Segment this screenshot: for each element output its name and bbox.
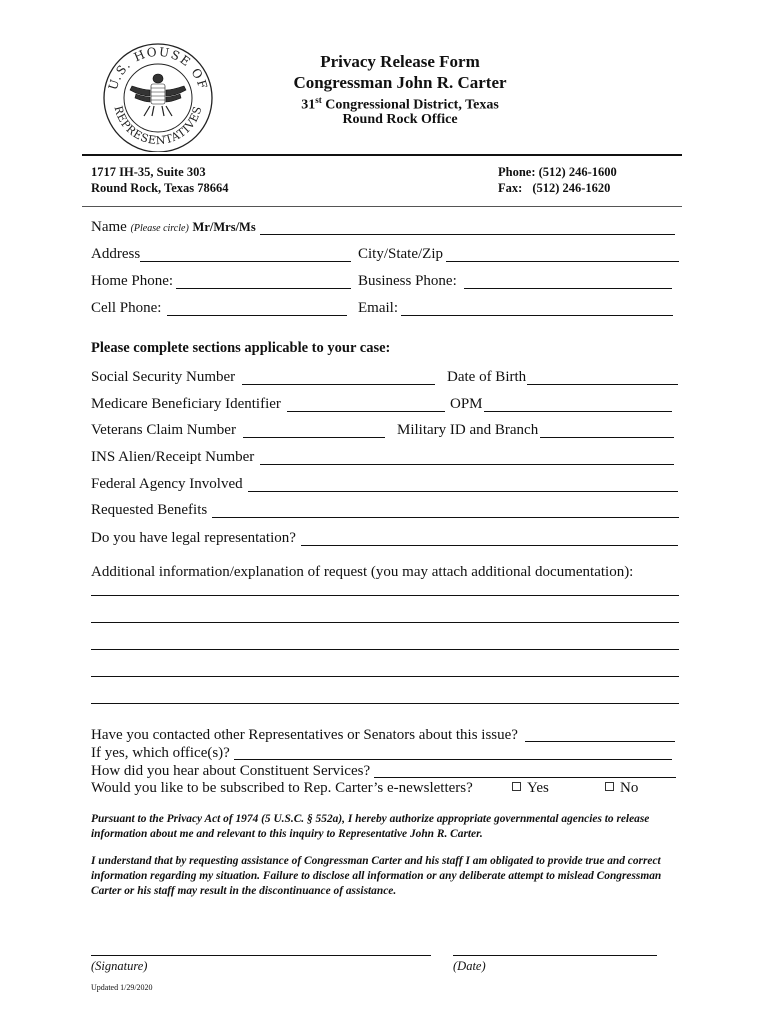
office-phone: Phone: (512) 246-1600: [498, 165, 617, 179]
header-divider: [82, 154, 682, 156]
obligation-statement: I understand that by requesting assistance of Congressman Carter and his staff I am obligated to provide true and correct information regarding my situation. Failure to disclose all information or any deliberate attempt to mislead Congressman Carter or his staff may result in the discontinuance of assistance.: [91, 855, 662, 897]
military-id-field[interactable]: [540, 437, 674, 438]
legal-representation-label: Do you have legal representation?: [91, 530, 296, 546]
how-heard-label: How did you hear about Constituent Services?: [91, 763, 371, 779]
name-hint: (Please circle): [130, 223, 189, 234]
congressman-name: Congressman John R. Carter: [293, 73, 507, 92]
dob-field[interactable]: [527, 384, 678, 385]
additional-info-line-5[interactable]: [91, 703, 679, 704]
form-title: Privacy Release Form: [320, 52, 480, 71]
business-phone-field[interactable]: [464, 288, 672, 289]
home-phone-field[interactable]: [176, 288, 351, 289]
yes-label: Yes: [527, 780, 549, 796]
ins-field[interactable]: [260, 464, 674, 465]
name-field[interactable]: [260, 234, 675, 235]
medicare-label: Medicare Beneficiary Identifier: [91, 396, 281, 412]
seal-text-bottom: REPRESENTATIVES: [111, 104, 205, 148]
signature-label: (Signature): [91, 959, 148, 973]
military-id-label: Military ID and Branch: [397, 422, 539, 438]
how-heard-field[interactable]: [374, 777, 676, 778]
ssn-field[interactable]: [242, 384, 435, 385]
no-checkbox[interactable]: [605, 782, 614, 791]
address-field[interactable]: [140, 261, 351, 262]
privacy-act-statement: Pursuant to the Privacy Act of 1974 (5 U.S.C. § 552a), I hereby authorize appropriate governmental agencies to release information about me and relevant to this inquiry to Representative John R. Carter.: [91, 813, 650, 840]
home-phone-label: Home Phone:: [91, 273, 174, 289]
case-heading: Please complete sections applicable to your case:: [91, 340, 391, 356]
fax-label: Fax:: [498, 181, 523, 195]
subscribe-label: Would you like to be subscribed to Rep. Carter’s e-newsletters?: [91, 780, 473, 796]
office-name: Round Rock Office: [342, 112, 458, 127]
cell-phone-label: Cell Phone:: [91, 300, 162, 316]
business-phone-label: Business Phone:: [358, 273, 457, 289]
address-label: Address: [91, 246, 141, 262]
contacted-others-field[interactable]: [525, 741, 675, 742]
date-label: (Date): [453, 959, 486, 973]
which-office-field[interactable]: [234, 759, 672, 760]
additional-info-line-2[interactable]: [91, 622, 679, 623]
citystatezip-label: City/State/Zip: [358, 246, 443, 262]
opm-label: OPM: [450, 396, 483, 412]
date-field[interactable]: [453, 955, 657, 956]
additional-info-label: Additional information/explanation of request (you may attach additional documentation):: [91, 564, 634, 580]
district-text: Congressional District, Texas: [321, 97, 499, 113]
name-label: [91, 219, 256, 236]
house-seal-graphic: [100, 40, 216, 152]
veterans-claim-label: Veterans Claim Number: [91, 422, 236, 438]
opm-field[interactable]: [484, 411, 672, 412]
signature-field[interactable]: [91, 955, 431, 956]
office-address-line1: 1717 IH-35, Suite 303: [91, 165, 206, 179]
ins-label: INS Alien/Receipt Number: [91, 449, 255, 465]
legal-representation-field[interactable]: [301, 545, 678, 546]
additional-info-line-3[interactable]: [91, 649, 679, 650]
updated-date: Updated 1/29/2020: [91, 983, 153, 992]
ssn-label: Social Security Number: [91, 369, 236, 385]
federal-agency-label: Federal Agency Involved: [91, 476, 243, 492]
which-office-label: If yes, which office(s)?: [91, 745, 230, 761]
address-divider: [82, 206, 682, 207]
dob-label: Date of Birth: [447, 369, 527, 385]
email-field[interactable]: [401, 315, 673, 316]
federal-agency-field[interactable]: [248, 491, 678, 492]
office-fax: [498, 181, 610, 196]
subscribe-no-option[interactable]: [605, 780, 638, 797]
additional-info-line-4[interactable]: [91, 676, 679, 677]
fax-number: (512) 246-1620: [532, 181, 611, 195]
seal-text-top: U.S. HOUSE OF: [105, 44, 211, 92]
additional-info-line-1[interactable]: [91, 595, 679, 596]
requested-benefits-field[interactable]: [212, 517, 679, 518]
citystatezip-field[interactable]: [446, 261, 679, 262]
name-title-options[interactable]: Mr/Mrs/Ms: [192, 220, 256, 234]
name-label-text: Name: [91, 219, 127, 235]
office-address-line2: Round Rock, Texas 78664: [91, 181, 229, 195]
house-seal: [100, 40, 216, 152]
yes-checkbox[interactable]: [512, 782, 521, 791]
medicare-field[interactable]: [287, 411, 445, 412]
subscribe-yes-option[interactable]: [512, 780, 549, 797]
district-line: [250, 95, 550, 114]
no-label: No: [620, 780, 639, 796]
veterans-claim-field[interactable]: [243, 437, 385, 438]
district-number: 31: [301, 97, 316, 113]
district-suffix: st: [315, 95, 322, 105]
contacted-others-label: Have you contacted other Representatives or Senators about this issue?: [91, 727, 518, 743]
cell-phone-field[interactable]: [167, 315, 347, 316]
email-label: Email:: [358, 300, 398, 316]
requested-benefits-label: Requested Benefits: [91, 502, 208, 518]
